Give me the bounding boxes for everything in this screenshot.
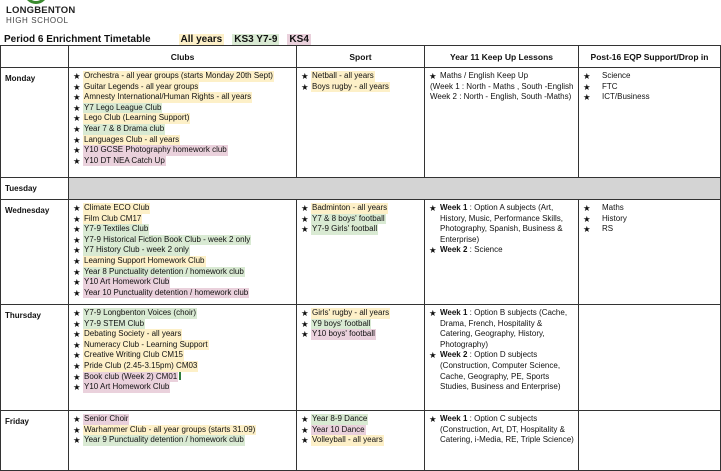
star-icon: ★ (73, 318, 81, 329)
star-icon: ★ (73, 435, 81, 446)
item-text: Year 8-9 Dance (312, 414, 368, 423)
list-item (429, 414, 574, 446)
item-text: Volleyball - all years (312, 435, 383, 445)
item-text: Y9 boys' football (312, 318, 371, 328)
star-icon: ★ (73, 255, 81, 266)
star-icon: ★ (73, 287, 81, 298)
year11-cell (425, 68, 579, 178)
list-item (73, 145, 292, 156)
sport-cell (297, 68, 425, 178)
legend-ks3: KS3 Y7-9 (234, 33, 278, 45)
text-line: Drama, French, Hospitality & (440, 318, 543, 328)
post16-cell (579, 305, 721, 411)
item-text: Debating Society - all years (84, 329, 182, 339)
list-item (73, 124, 292, 135)
row-wednesday (1, 200, 721, 305)
item-text: Science (602, 71, 631, 80)
item-text: Y7 History Club - week 2 only (84, 245, 189, 255)
item-text: Pride Club (2.45-3.15pm) CM03 (84, 360, 198, 370)
list-item (301, 329, 420, 340)
list-item (73, 361, 292, 372)
item-text: Lego Club (Learning Support) (84, 113, 190, 123)
list-item (73, 256, 292, 267)
legend-ks4: KS4 (289, 33, 309, 45)
star-icon: ★ (583, 203, 591, 213)
item-text: Year 9 Punctuality detention / homework club (84, 435, 244, 445)
logo-subtitle: HIGH SCHOOL (6, 16, 69, 25)
item-text: Year 10 Dance (312, 424, 365, 434)
star-icon: ★ (301, 318, 309, 329)
list-item (73, 245, 292, 256)
item-text: Netball - all years (312, 71, 374, 80)
star-icon: ★ (583, 213, 591, 224)
star-icon: ★ (73, 134, 81, 145)
list-item (583, 71, 716, 82)
item-text: Year 10 Punctuality detention / homework club (84, 287, 249, 297)
list-item (301, 435, 420, 446)
star-icon: ★ (429, 71, 437, 81)
star-icon: ★ (583, 81, 591, 92)
post16-cell (579, 200, 721, 305)
text-line: Enterprise) (440, 234, 480, 244)
list-item (73, 340, 292, 351)
star-icon: ★ (73, 81, 81, 92)
item-text: Learning Support Homework Club (84, 255, 205, 265)
item-text: Boys rugby - all years (312, 81, 389, 91)
timetable (0, 45, 721, 471)
day-label: Monday (1, 68, 69, 178)
list-item (73, 414, 292, 425)
list-item (301, 82, 420, 93)
item-text: Y10 boys' football (312, 329, 375, 339)
item-text: ICT/Business (602, 92, 650, 102)
star-icon: ★ (301, 414, 309, 424)
item-text: Y7-9 Historical Fiction Book Club - week 2 only (84, 234, 251, 244)
list-item (73, 113, 292, 124)
star-icon: ★ (73, 71, 81, 81)
list-item (583, 82, 716, 93)
star-icon: ★ (73, 102, 81, 113)
logo-name: LONGBENTON (6, 5, 76, 16)
list-item (301, 425, 420, 436)
star-icon: ★ (429, 203, 437, 213)
list-item (301, 224, 420, 235)
star-icon: ★ (73, 92, 81, 103)
list-item (429, 308, 574, 350)
star-icon: ★ (301, 81, 309, 92)
star-icon: ★ (73, 155, 81, 166)
sport-cell (297, 200, 425, 305)
text-line: : Option D subjects (467, 350, 538, 360)
list-item (583, 92, 716, 103)
week-label: Week 2 (440, 245, 468, 255)
list-item (301, 319, 420, 330)
item-text: Year 7 & 8 Drama club (84, 123, 165, 133)
header-year11: Year 11 Keep Up Lessons (425, 46, 579, 68)
star-icon: ★ (429, 350, 437, 361)
item-text: Numeracy Club - Learning Support (84, 339, 208, 349)
text-line: : Option A subjects (Art, (467, 203, 554, 212)
list-item (583, 203, 716, 214)
list-item (301, 71, 420, 82)
list-item (73, 135, 292, 146)
star-icon: ★ (301, 308, 309, 318)
day-label: Wednesday (1, 200, 69, 305)
star-icon: ★ (73, 113, 81, 124)
list-item (73, 425, 292, 436)
star-icon: ★ (301, 435, 309, 446)
text-line: Catering, Geography, History, (440, 329, 545, 339)
week-label: Week 2 (440, 350, 468, 360)
text-line: (Construction, Art, DT, Hospitality & (440, 424, 565, 434)
star-icon: ★ (583, 224, 591, 235)
item-text: Amnesty International/Human Rights - all years (84, 92, 252, 102)
list-item (301, 414, 420, 425)
list-item (73, 203, 292, 214)
item-text: Creative Writing Club CM15 (84, 350, 183, 360)
row-monday (1, 68, 721, 178)
star-icon: ★ (73, 360, 81, 371)
school-logo (6, 0, 76, 28)
star-icon: ★ (301, 213, 309, 224)
item-text: Book club (Week 2) CM01 (84, 371, 178, 381)
week-label: Week 1 (440, 203, 468, 212)
text-line: : Option B subjects (Cache, (467, 308, 568, 317)
list-item (301, 203, 420, 214)
item-text: Senior Choir (84, 414, 129, 423)
text-line: : Option C subjects (467, 414, 538, 423)
week-label: Week 1 (440, 308, 468, 317)
list-item (73, 156, 292, 167)
list-item (73, 288, 292, 299)
item-text: Year 8 Punctuality detention / homework club (84, 266, 244, 276)
clubs-cell (69, 411, 297, 471)
item-text: Girls' rugby - all years (312, 308, 390, 317)
text-line: Week 2 : North - English, South -Maths) (430, 92, 572, 102)
text-line: Cache, Geography, PE, Sports (440, 371, 550, 381)
sport-cell (297, 411, 425, 471)
item-text: History (602, 213, 627, 223)
item-text: Y10 GCSE Photography homework club (84, 145, 227, 155)
star-icon: ★ (73, 339, 81, 350)
list-item (73, 71, 292, 82)
list-item (73, 308, 292, 319)
list-item (301, 214, 420, 225)
item-text: Orchestra - all year groups (starts Monday 20th Sept) (84, 71, 273, 80)
list-item (73, 214, 292, 225)
text-cursor-icon (179, 372, 181, 380)
star-icon: ★ (73, 424, 81, 435)
tuesday-empty-band (69, 178, 721, 200)
item-text: Climate ECO Club (84, 203, 150, 212)
list-item (73, 372, 292, 383)
page-title: Period 6 Enrichment Timetable (4, 33, 151, 45)
item-text: Y7-9 STEM Club (84, 318, 145, 328)
list-item (73, 435, 292, 446)
list-item (301, 308, 420, 319)
star-icon: ★ (301, 203, 309, 213)
header-sport: Sport (297, 46, 425, 68)
star-icon: ★ (73, 414, 81, 424)
sport-cell (297, 305, 425, 411)
star-icon: ★ (73, 308, 81, 318)
row-tuesday (1, 178, 721, 200)
week-label: Week 1 (440, 414, 468, 423)
star-icon: ★ (73, 245, 81, 256)
list-item (73, 92, 292, 103)
item-text: Y7-9 Girls' football (312, 224, 378, 234)
star-icon: ★ (73, 203, 81, 213)
post16-cell (579, 68, 721, 178)
list-item (583, 224, 716, 235)
list-item (73, 235, 292, 246)
row-thursday (1, 305, 721, 411)
item-text: Y7-9 Textiles Club (84, 224, 149, 234)
star-icon: ★ (73, 213, 81, 224)
list-item (73, 103, 292, 114)
clubs-cell (69, 305, 297, 411)
item-text: Badminton - all years (312, 203, 388, 212)
star-icon: ★ (73, 234, 81, 245)
item-text: Film Club CM17 (84, 213, 142, 223)
header-row (1, 46, 721, 68)
item-text: Y7 Lego League Club (84, 102, 162, 112)
row-friday (1, 411, 721, 471)
header-clubs: Clubs (69, 46, 297, 68)
star-icon: ★ (73, 350, 81, 361)
text-line: Photography) (440, 339, 489, 349)
header-post16: Post-16 EQP Support/Drop in (579, 46, 721, 68)
star-icon: ★ (301, 224, 309, 235)
star-icon: ★ (73, 145, 81, 156)
text-line: (Week 1 : North - Maths , South -English (430, 81, 574, 91)
list-item (429, 71, 574, 82)
star-icon: ★ (73, 382, 81, 393)
star-icon: ★ (73, 123, 81, 134)
star-icon: ★ (583, 92, 591, 103)
star-icon: ★ (73, 371, 81, 382)
star-icon: ★ (301, 329, 309, 340)
star-icon: ★ (429, 308, 437, 318)
year11-cell (425, 305, 579, 411)
star-icon: ★ (73, 266, 81, 277)
list-item (73, 319, 292, 330)
item-text: RS (602, 224, 614, 234)
star-icon: ★ (301, 71, 309, 81)
item-text: Y10 Art Homework Club (84, 277, 170, 287)
star-icon: ★ (429, 414, 437, 424)
list-item (73, 350, 292, 361)
list-item (429, 350, 574, 392)
legend-all-years: All years (180, 33, 223, 45)
day-label: Tuesday (1, 178, 69, 200)
post16-cell (579, 411, 721, 471)
list-item (73, 382, 292, 393)
text-line: History, Music, Performance Skills, (440, 213, 563, 223)
item-text: Y7-9 Longbenton Voices (choir) (84, 308, 197, 317)
list-item (429, 203, 574, 245)
list-item (583, 214, 716, 225)
item-text: Guitar Legends - all year groups (84, 81, 199, 91)
list-item (73, 329, 292, 340)
year11-cell (425, 411, 579, 471)
item-text: FTC (602, 81, 618, 91)
list-item (73, 277, 292, 288)
item-text: Maths (602, 203, 624, 212)
year11-cell (425, 200, 579, 305)
item-text: Y10 DT NEA Catch Up (84, 155, 165, 165)
item-text: Maths / English Keep Up (440, 71, 529, 80)
star-icon: ★ (301, 424, 309, 435)
star-icon: ★ (73, 329, 81, 340)
item-text: Warhammer Club - all year groups (starts 31.09) (84, 424, 256, 434)
text-line: Studies, Business and Enterprise) (440, 382, 561, 392)
list-item (73, 267, 292, 278)
text-line: : Science (467, 245, 503, 255)
title-bar (4, 32, 319, 46)
clubs-cell (69, 200, 297, 305)
list-item (429, 245, 574, 256)
item-text: Y10 Art Homework Club (84, 382, 170, 392)
text-line: (Construction, Computer Science, (440, 360, 561, 370)
header-day (1, 46, 69, 68)
item-text: Y7 & 8 boys' football (312, 213, 385, 223)
item-text: Languages Club - all years (84, 134, 180, 144)
day-label: Thursday (1, 305, 69, 411)
logo-arc-icon (24, 0, 48, 4)
star-icon: ★ (583, 71, 591, 81)
star-icon: ★ (73, 224, 81, 235)
list-item (73, 224, 292, 235)
star-icon: ★ (73, 277, 81, 288)
clubs-cell (69, 68, 297, 178)
day-label: Friday (1, 411, 69, 471)
text-line: Catering, i-Media, RE, Triple Science) (440, 435, 574, 445)
text-line: Photography, Spanish, Business & (440, 224, 563, 234)
list-item (73, 82, 292, 93)
star-icon: ★ (429, 245, 437, 256)
